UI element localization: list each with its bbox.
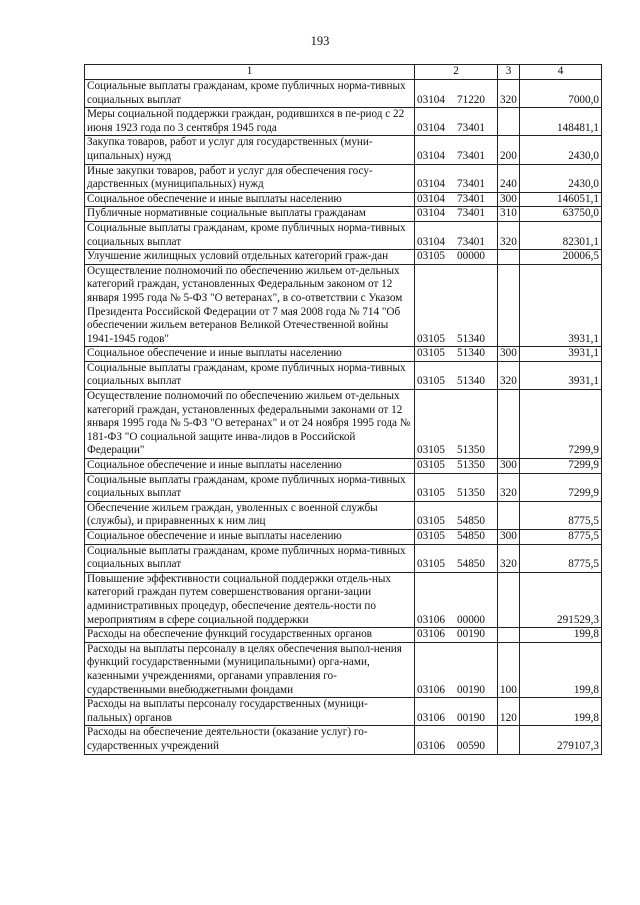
row-expense-type xyxy=(498,264,520,347)
row-amount: 8775,5 xyxy=(520,530,602,545)
table-row xyxy=(85,544,602,572)
table-body xyxy=(85,80,602,755)
table-row xyxy=(85,207,602,222)
row-code-direction: 51340 xyxy=(457,347,485,360)
table-row xyxy=(85,164,602,192)
row-expense-type xyxy=(498,726,520,754)
row-code xyxy=(415,207,498,222)
row-code-program: 03105 xyxy=(417,459,445,472)
row-expense-type: 300 xyxy=(498,459,520,474)
row-expense-type xyxy=(498,250,520,265)
row-name: Меры социальной поддержки граждан, родившихся в пе-риод с 22 июня 1923 года по 3 сентября 1945 года xyxy=(85,108,415,136)
row-expense-type: 310 xyxy=(498,207,520,222)
row-code-program: 03105 xyxy=(417,444,445,457)
row-amount: 7000,0 xyxy=(520,80,602,108)
row-name: Социальные выплаты гражданам, кроме публичных норма-тивных социальных выплат xyxy=(85,80,415,108)
page-number: 193 xyxy=(310,34,330,48)
row-code-program: 03105 xyxy=(417,250,445,263)
row-name: Социальные выплаты гражданам, кроме публичных норма-тивных социальных выплат xyxy=(85,361,415,389)
row-code-direction: 73401 xyxy=(457,178,485,191)
row-name: Повышение эффективности социальной поддержки отдель-ных категорий граждан путем совершенствования органи-зации административных процедур, обеспечение деятель-ности по мероприятиям в сфере социальной поддержки xyxy=(85,572,415,627)
row-code-program: 03104 xyxy=(417,121,445,134)
row-code xyxy=(415,136,498,164)
row-code-program: 03105 xyxy=(417,347,445,360)
row-code-direction: 73401 xyxy=(457,149,485,162)
row-amount: 7299,9 xyxy=(520,390,602,459)
row-code-direction: 00190 xyxy=(457,628,485,641)
row-name: Социальное обеспечение и иные выплаты населению xyxy=(85,459,415,474)
row-name: Социальные выплаты гражданам, кроме публичных норма-тивных социальных выплат xyxy=(85,544,415,572)
row-code-direction: 00000 xyxy=(457,613,485,626)
row-code xyxy=(415,530,498,545)
row-code-direction: 73401 xyxy=(457,121,485,134)
row-code xyxy=(415,164,498,192)
header-col-1: 1 xyxy=(85,65,415,80)
row-name: Расходы на обеспечение деятельности (оказание услуг) го-сударственных учреждений xyxy=(85,726,415,754)
row-code-direction: 73401 xyxy=(457,192,485,205)
row-code-program: 03104 xyxy=(417,149,445,162)
row-expense-type: 200 xyxy=(498,136,520,164)
row-expense-type: 240 xyxy=(498,164,520,192)
row-code-program: 03104 xyxy=(417,235,445,248)
row-code-direction: 54850 xyxy=(457,558,485,571)
row-code-direction: 00000 xyxy=(457,250,485,263)
table-row xyxy=(85,264,602,347)
row-name: Социальные выплаты гражданам, кроме публичных норма-тивных социальных выплат xyxy=(85,473,415,501)
row-code-program: 03106 xyxy=(417,613,445,626)
row-code xyxy=(415,390,498,459)
row-amount: 7299,9 xyxy=(520,473,602,501)
row-code xyxy=(415,192,498,207)
row-code-program: 03104 xyxy=(417,207,445,220)
row-expense-type xyxy=(498,501,520,529)
row-code-program: 03104 xyxy=(417,192,445,205)
row-code-program: 03105 xyxy=(417,375,445,388)
row-code xyxy=(415,108,498,136)
row-name: Осуществление полномочий по обеспечению жильем от-дельных категорий граждан, установленных федеральными законами от 12 января 1995 года № 5-ФЗ "О ветеранах" и от 24 ноября 1995 года № 181-ФЗ "О социальной защите инва-лидов в Российской Федерации" xyxy=(85,390,415,459)
row-code-direction: 71220 xyxy=(457,93,485,106)
row-amount: 2430,0 xyxy=(520,136,602,164)
table-row xyxy=(85,361,602,389)
row-code-program: 03105 xyxy=(417,487,445,500)
budget-table xyxy=(84,64,602,755)
row-code-program: 03105 xyxy=(417,332,445,345)
table-row xyxy=(85,459,602,474)
row-amount: 291529,3 xyxy=(520,572,602,627)
table-row xyxy=(85,192,602,207)
row-code xyxy=(415,347,498,362)
row-amount: 279107,3 xyxy=(520,726,602,754)
row-expense-type: 320 xyxy=(498,473,520,501)
row-amount: 3931,1 xyxy=(520,347,602,362)
row-amount: 199,8 xyxy=(520,698,602,726)
row-code-direction: 54850 xyxy=(457,515,485,528)
row-amount: 146051,1 xyxy=(520,192,602,207)
row-code-program: 03104 xyxy=(417,93,445,106)
row-code xyxy=(415,361,498,389)
row-name: Социальное обеспечение и иные выплаты населению xyxy=(85,347,415,362)
table-row xyxy=(85,698,602,726)
row-name: Иные закупки товаров, работ и услуг для обеспечения госу-дарственных (муниципальных) нужд xyxy=(85,164,415,192)
row-code xyxy=(415,698,498,726)
row-expense-type xyxy=(498,628,520,643)
row-name: Расходы на обеспечение функций государственных органов xyxy=(85,628,415,643)
row-expense-type: 320 xyxy=(498,544,520,572)
row-code-direction: 51350 xyxy=(457,487,485,500)
row-expense-type: 300 xyxy=(498,530,520,545)
row-name: Улучшение жилищных условий отдельных категорий граж-дан xyxy=(85,250,415,265)
row-code-direction: 51350 xyxy=(457,459,485,472)
row-amount: 3931,1 xyxy=(520,264,602,347)
row-expense-type: 320 xyxy=(498,361,520,389)
table-row xyxy=(85,347,602,362)
header-col-4: 4 xyxy=(520,65,602,80)
row-name: Закупка товаров, работ и услуг для государственных (муни-ципальных) нужд xyxy=(85,136,415,164)
row-code-direction: 73401 xyxy=(457,207,485,220)
row-amount: 8775,5 xyxy=(520,501,602,529)
row-expense-type: 300 xyxy=(498,192,520,207)
row-name: Расходы на выплаты персоналу в целях обеспечения выпол-нения функций государственными (муниципальными) орга-нами, казенными учреждениями, органами управления го-сударственными внебюджетными фондами xyxy=(85,642,415,697)
row-code xyxy=(415,250,498,265)
table-row xyxy=(85,726,602,754)
table-row xyxy=(85,642,602,697)
row-code-program: 03106 xyxy=(417,683,445,696)
row-code-program: 03105 xyxy=(417,515,445,528)
table-row xyxy=(85,390,602,459)
table-row xyxy=(85,473,602,501)
row-name: Обеспечение жильем граждан, уволенных с военной службы (службы), и приравненных к ним лиц xyxy=(85,501,415,529)
row-expense-type: 320 xyxy=(498,80,520,108)
row-amount: 199,8 xyxy=(520,628,602,643)
table-row xyxy=(85,221,602,249)
row-code xyxy=(415,544,498,572)
row-amount: 82301,1 xyxy=(520,221,602,249)
row-amount: 148481,1 xyxy=(520,108,602,136)
row-expense-type xyxy=(498,108,520,136)
row-code-direction: 51350 xyxy=(457,444,485,457)
table-row xyxy=(85,250,602,265)
row-name: Социальное обеспечение и иные выплаты населению xyxy=(85,530,415,545)
row-code-direction: 51340 xyxy=(457,375,485,388)
row-code-direction: 51340 xyxy=(457,332,485,345)
row-code-program: 03105 xyxy=(417,558,445,571)
row-amount: 63750,0 xyxy=(520,207,602,222)
header-col-2: 2 xyxy=(415,65,498,80)
row-code xyxy=(415,726,498,754)
table-row xyxy=(85,136,602,164)
row-code xyxy=(415,572,498,627)
row-amount: 199,8 xyxy=(520,642,602,697)
row-code xyxy=(415,473,498,501)
header-col-3: 3 xyxy=(498,65,520,80)
row-expense-type: 120 xyxy=(498,698,520,726)
row-code-direction: 00590 xyxy=(457,739,485,752)
row-code xyxy=(415,221,498,249)
row-code-program: 03104 xyxy=(417,178,445,191)
row-amount: 8775,5 xyxy=(520,544,602,572)
row-code xyxy=(415,264,498,347)
row-expense-type xyxy=(498,390,520,459)
row-code xyxy=(415,642,498,697)
row-name: Осуществление полномочий по обеспечению жильем от-дельных категорий граждан, установленных Федеральным законом от 12 января 1995 года № 5-ФЗ "О ветеранах", в со-ответствии с Указом Президента Российской Федерации от 7 мая 2008 года № 714 "Об обеспечении жильем ветеранов Великой Отечественной войны 1941-1945 годов" xyxy=(85,264,415,347)
row-code-program: 03106 xyxy=(417,711,445,724)
row-name: Социальные выплаты гражданам, кроме публичных норма-тивных социальных выплат xyxy=(85,221,415,249)
table-row xyxy=(85,108,602,136)
row-expense-type: 300 xyxy=(498,347,520,362)
row-name: Публичные нормативные социальные выплаты гражданам xyxy=(85,207,415,222)
row-amount: 2430,0 xyxy=(520,164,602,192)
row-code-direction: 00190 xyxy=(457,711,485,724)
row-name: Социальное обеспечение и иные выплаты населению xyxy=(85,192,415,207)
row-amount: 20006,5 xyxy=(520,250,602,265)
row-code xyxy=(415,459,498,474)
table-row xyxy=(85,501,602,529)
table-row xyxy=(85,530,602,545)
row-code-direction: 00190 xyxy=(457,683,485,696)
table-row xyxy=(85,628,602,643)
row-code xyxy=(415,80,498,108)
row-expense-type: 320 xyxy=(498,221,520,249)
row-code-direction: 73401 xyxy=(457,235,485,248)
row-code xyxy=(415,501,498,529)
row-code-program: 03106 xyxy=(417,739,445,752)
table-row xyxy=(85,80,602,108)
table-header-row xyxy=(85,65,602,80)
row-amount: 7299,9 xyxy=(520,459,602,474)
row-name: Расходы на выплаты персоналу государственных (муници-пальных) органов xyxy=(85,698,415,726)
row-code xyxy=(415,628,498,643)
row-code-program: 03106 xyxy=(417,628,445,641)
table-row xyxy=(85,572,602,627)
row-code-direction: 54850 xyxy=(457,530,485,542)
row-amount: 3931,1 xyxy=(520,361,602,389)
row-code-program: 03105 xyxy=(417,530,445,542)
row-expense-type xyxy=(498,572,520,627)
row-expense-type: 100 xyxy=(498,642,520,697)
